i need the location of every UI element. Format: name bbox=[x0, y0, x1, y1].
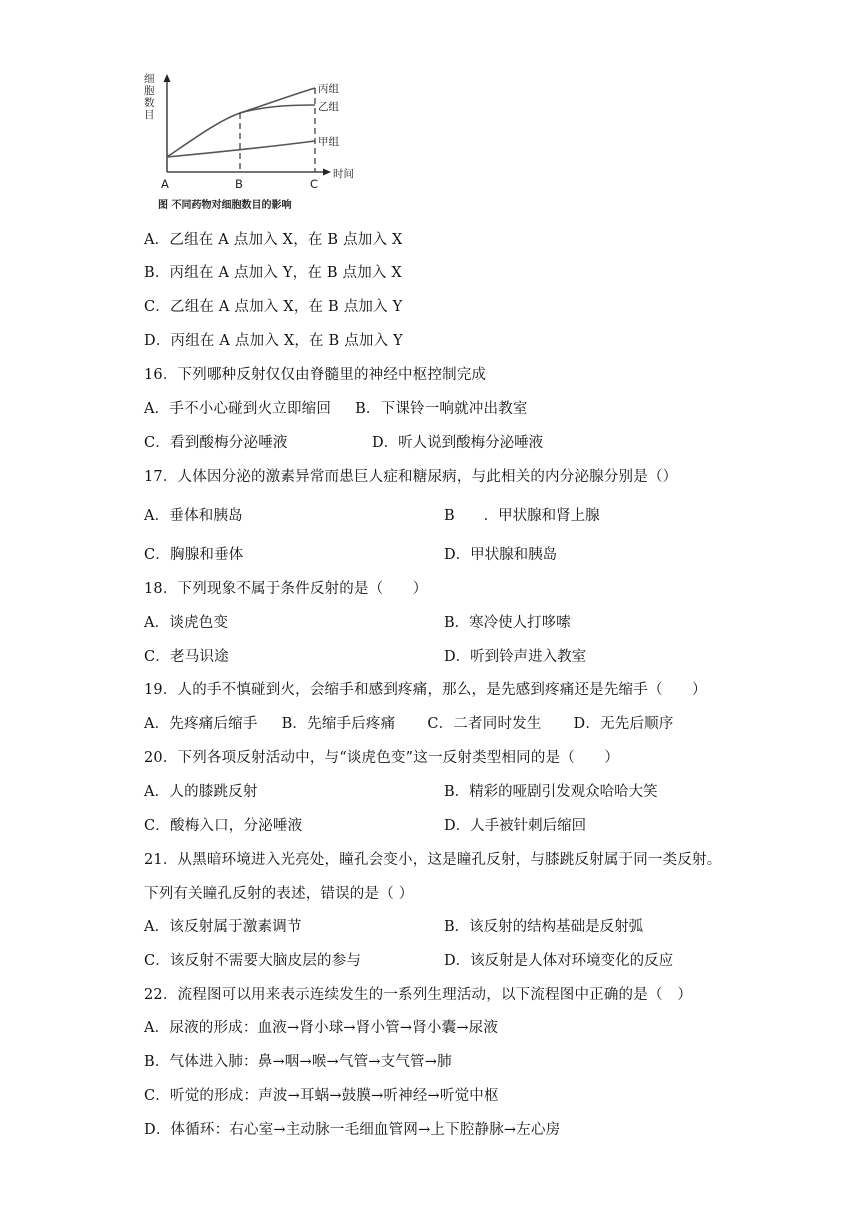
figure-caption: 图 不同药物对细胞数目的影响 bbox=[158, 200, 292, 211]
q22-stem: 22．流程图可以用来表示连续发生的一系列生理活动，以下流程图中正确的是（ ） bbox=[144, 987, 693, 1003]
q16-option-c: C．看到酸梅分泌唾液 bbox=[144, 435, 288, 451]
q21-option-a: A．该反射属于激素调节 bbox=[144, 919, 302, 935]
q16-option-d: D．听人说到酸梅分泌唾液 bbox=[372, 435, 544, 451]
q22-option-c: C．听觉的形成：声波→耳蜗→鼓膜→听神经→听觉中枢 bbox=[144, 1088, 499, 1104]
series-label-jia: 甲组 bbox=[318, 136, 339, 148]
q18-option-d: D．听到铃声进入教室 bbox=[444, 649, 587, 665]
q19-options bbox=[144, 714, 674, 734]
series-jia-curve bbox=[167, 141, 315, 157]
q15-option-d: D．丙组在 A 点加入 X，在 B 点加入 Y bbox=[144, 333, 403, 349]
tick-c: C bbox=[310, 177, 319, 191]
q17-option-c: C．胸腺和垂体 bbox=[144, 547, 244, 563]
tick-b: B bbox=[235, 177, 243, 191]
q21-option-c: C．该反射不需要大脑皮层的参与 bbox=[144, 953, 362, 969]
q21-stem-line2: 下列有关瞳孔反射的表述，错误的是（ ） bbox=[144, 886, 414, 902]
q22-option-d: D．体循环：右心室→主动脉一毛细血管网→上下腔静脉→左心房 bbox=[144, 1122, 561, 1138]
q16-stem: 16．下列哪种反射仅仅由脊髓里的神经中枢控制完成 bbox=[144, 367, 487, 383]
q22-option-b: B．气体进入肺：鼻→咽→喉→气管→支气管→肺 bbox=[144, 1054, 452, 1070]
x-axis-label: 时间 bbox=[333, 168, 354, 180]
q19-option-a: A．先疼痛后缩手 bbox=[144, 716, 258, 732]
q16-option-b: B．下课铃一响就冲出教室 bbox=[355, 401, 528, 417]
y-axis-arrow bbox=[164, 74, 171, 82]
q17-option-b: B ．甲状腺和肾上腺 bbox=[444, 508, 600, 524]
q15-option-a: A．乙组在 A 点加入 X，在 B 点加入 X bbox=[144, 232, 403, 248]
q15-option-c: C．乙组在 A 点加入 X，在 B 点加入 Y bbox=[144, 299, 403, 315]
q17-stem: 17．人体因分泌的激素异常而患巨人症和糖尿病，与此相关的内分泌腺分别是（） bbox=[144, 469, 678, 485]
q21-stem-line1: 21．从黑暗环境进入光亮处，瞳孔会变小，这是瞳孔反射，与膝跳反射属于同一类反射。 bbox=[144, 852, 722, 868]
q20-stem: 20．下列各项反射活动中，与“谈虎色变”这一反射类型相同的是（ ） bbox=[144, 750, 620, 766]
q21-option-d: D．该反射是人体对环境变化的反应 bbox=[444, 953, 674, 969]
q20-option-b: B．精彩的哑剧引发观众哈哈大笑 bbox=[444, 784, 658, 800]
series-bing-curve bbox=[167, 88, 315, 157]
q20-option-a: A．人的膝跳反射 bbox=[144, 784, 258, 800]
q20-option-c: C．酸梅入口，分泌唾液 bbox=[144, 818, 303, 834]
x-axis-arrow bbox=[323, 169, 331, 176]
q21-option-b: B．该反射的结构基础是反射弧 bbox=[444, 919, 644, 935]
q18-option-a: A．谈虎色变 bbox=[144, 615, 229, 631]
q19-stem: 19．人的手不慎碰到火，会缩手和感到疼痛，那么，是先感到疼痛还是先缩手（ ） bbox=[144, 682, 707, 698]
q18-stem: 18．下列现象不属于条件反射的是（ ） bbox=[144, 581, 428, 597]
q18-option-c: C．老马识途 bbox=[144, 649, 229, 665]
series-label-bing: 丙组 bbox=[318, 83, 339, 95]
q15-option-b: B．丙组在 A 点加入 Y，在 B 点加入 X bbox=[144, 265, 402, 281]
q19-option-b: B．先缩手后疼痛 bbox=[281, 716, 396, 732]
cell-count-figure bbox=[140, 70, 370, 220]
tick-a: A bbox=[161, 177, 169, 191]
q20-option-d: D．人手被针刺后缩回 bbox=[444, 818, 587, 834]
q18-option-b: B．寒冷使人打哆嗦 bbox=[444, 615, 571, 631]
q19-option-c: C．二者同时发生 bbox=[427, 716, 542, 732]
q16-options-ab bbox=[144, 399, 528, 419]
q16-option-a: A．手不小心碰到火立即缩回 bbox=[144, 401, 332, 417]
q22-option-a: A．尿液的形成：血液→肾小球→肾小管→肾小囊→尿液 bbox=[144, 1020, 499, 1036]
q17-option-d: D．甲状腺和胰岛 bbox=[444, 547, 558, 563]
series-label-yi: 乙组 bbox=[318, 101, 339, 113]
q17-option-a: A．垂体和胰岛 bbox=[144, 508, 243, 524]
q19-option-d: D．无先后顺序 bbox=[573, 716, 674, 732]
y-axis-label: 细胞数目 bbox=[144, 73, 155, 121]
